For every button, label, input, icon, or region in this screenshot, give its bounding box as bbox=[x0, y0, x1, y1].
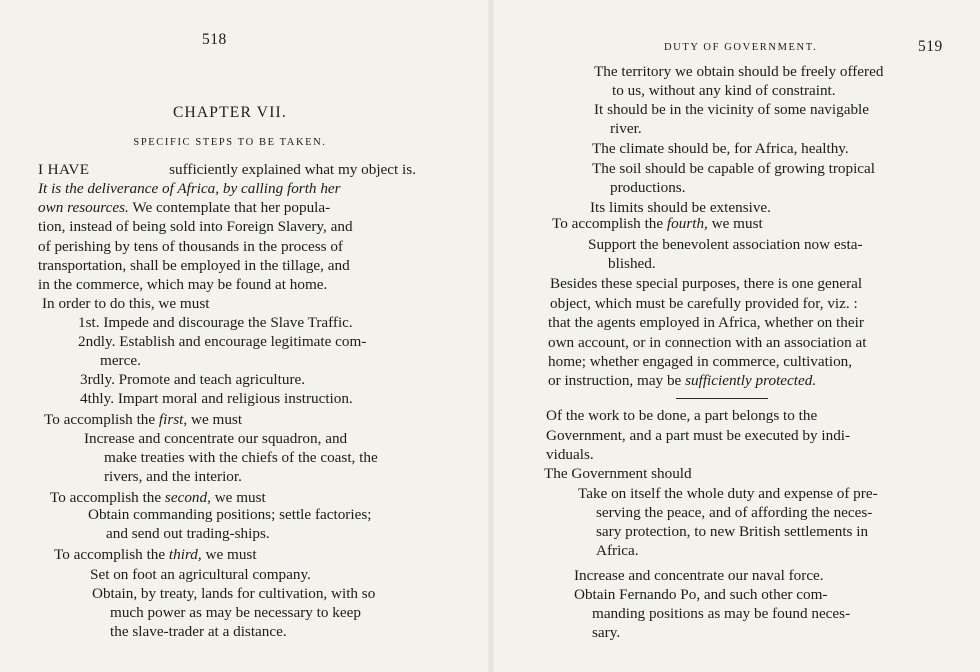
intro-line-2 bbox=[38, 179, 341, 199]
step-2: 2ndly. Establish and encourage legitimate com- bbox=[78, 333, 367, 350]
third-tail: we must bbox=[201, 546, 257, 563]
take-on-line-3: sary protection, to new British settlements in bbox=[596, 523, 869, 540]
left-page bbox=[0, 0, 488, 672]
second-lead: To accomplish the bbox=[50, 489, 165, 506]
vicinity-line-1: It should be in the vicinity of some navigable bbox=[594, 101, 870, 118]
general-line-5: home; whether engaged in commerce, cultivation, bbox=[548, 353, 853, 370]
left-page-number: 518 bbox=[202, 31, 227, 48]
intro-line-3 bbox=[38, 198, 330, 218]
intro-line-5: of perishing by tens of thousands in the process of bbox=[38, 238, 343, 255]
fourth-tail: we must bbox=[707, 215, 763, 232]
first-lead: To accomplish the bbox=[44, 411, 159, 428]
own-resources-italic: own resources. bbox=[38, 199, 129, 216]
in-order-line: In order to do this, we must bbox=[42, 295, 210, 312]
step-3: 3rdly. Promote and teach agriculture. bbox=[80, 371, 306, 388]
right-page bbox=[494, 0, 980, 672]
soil-line-1: The soil should be capable of growing tropical bbox=[592, 160, 876, 177]
intro-line-3-rest: We contemplate that her popula- bbox=[128, 199, 331, 216]
work-line-3: viduals. bbox=[546, 446, 594, 463]
intro-line-6: transportation, shall be employed in the tillage, and bbox=[38, 257, 350, 274]
step-2-cont: merce. bbox=[100, 352, 141, 369]
intro-drop-words: I HAVE bbox=[38, 161, 90, 178]
first-line-2: make treaties with the chiefs of the coast, the bbox=[104, 449, 378, 466]
first-heading bbox=[44, 410, 242, 430]
step-4: 4thly. Impart moral and religious instruction. bbox=[80, 390, 353, 407]
chapter-title: CHAPTER VII. bbox=[172, 104, 287, 121]
second-tail: we must bbox=[210, 489, 266, 506]
intro-line-7: in the commerce, which may be found at home. bbox=[38, 276, 328, 293]
general-line-6-lead: or instruction, may be bbox=[548, 372, 686, 389]
fourth-lead: To accomplish the bbox=[552, 215, 667, 232]
territory-line-1: The territory we obtain should be freely offered bbox=[594, 63, 884, 80]
intro-line-1 bbox=[38, 160, 416, 180]
naval-force-line: Increase and concentrate our naval force. bbox=[574, 567, 824, 584]
sufficiently-protected-italic: sufficiently protected. bbox=[685, 372, 817, 389]
section-title: SPECIFIC STEPS TO BE TAKEN. bbox=[133, 137, 327, 148]
work-line-1: Of the work to be done, a part belongs to the bbox=[546, 407, 818, 424]
fernando-line-2: manding positions as may be found neces- bbox=[592, 605, 851, 622]
take-on-line-2: serving the peace, and of affording the neces- bbox=[596, 504, 873, 521]
second-line-1: Obtain commanding positions; settle factories; bbox=[88, 506, 372, 523]
fernando-line-1: Obtain Fernando Po, and such other com- bbox=[574, 586, 828, 603]
general-line-6 bbox=[548, 371, 816, 391]
intro-line-1-rest: sufficiently explained what my object is. bbox=[169, 161, 416, 178]
take-on-line-4: Africa. bbox=[596, 542, 639, 559]
first-line-3: rivers, and the interior. bbox=[104, 468, 242, 485]
running-head: DUTY OF GOVERNMENT. bbox=[664, 42, 818, 53]
limits-line: Its limits should be extensive. bbox=[590, 199, 771, 216]
general-line-4: own account, or in connection with an association at bbox=[548, 334, 867, 351]
right-page-number: 519 bbox=[918, 38, 943, 55]
step-1: 1st. Impede and discourage the Slave Traffic. bbox=[78, 314, 353, 331]
work-line-2: Government, and a part must be executed by indi- bbox=[546, 427, 851, 444]
intro-line-4: tion, instead of being sold into Foreign Slavery, and bbox=[38, 218, 353, 235]
vicinity-line-2: river. bbox=[610, 120, 642, 137]
third-heading bbox=[54, 545, 257, 565]
third-line-3: much power as may be necessary to keep bbox=[110, 604, 361, 621]
general-line-2: object, which must be carefully provided for, viz. : bbox=[550, 295, 858, 312]
third-ordinal: third, bbox=[168, 546, 202, 563]
soil-line-2: productions. bbox=[610, 179, 686, 196]
general-line-3: that the agents employed in Africa, whether on their bbox=[548, 314, 864, 331]
third-lead: To accomplish the bbox=[54, 546, 169, 563]
fourth-heading bbox=[552, 214, 763, 234]
fourth-line-1: Support the benevolent association now esta- bbox=[588, 236, 863, 253]
take-on-line-1: Take on itself the whole duty and expense of pre- bbox=[578, 485, 878, 502]
fernando-line-3: sary. bbox=[592, 624, 621, 641]
fourth-line-2: blished. bbox=[608, 255, 656, 272]
second-ordinal: second, bbox=[164, 489, 211, 506]
section-divider bbox=[676, 398, 768, 399]
first-ordinal: first, bbox=[158, 411, 188, 428]
third-line-2: Obtain, by treaty, lands for cultivation, with so bbox=[92, 585, 376, 602]
first-tail: we must bbox=[187, 411, 243, 428]
third-line-1: Set on foot an agricultural company. bbox=[90, 566, 311, 583]
general-line-1: Besides these special purposes, there is one general bbox=[550, 275, 863, 292]
fourth-ordinal: fourth, bbox=[666, 215, 708, 232]
first-line-1: Increase and concentrate our squadron, and bbox=[84, 430, 348, 447]
territory-line-2: to us, without any kind of constraint. bbox=[612, 82, 836, 99]
second-line-2: and send out trading-ships. bbox=[106, 525, 270, 542]
climate-line: The climate should be, for Africa, healthy. bbox=[592, 140, 849, 157]
intro-line-2-italic: It is the deliverance of Africa, by calling forth her bbox=[38, 180, 341, 197]
government-should-line: The Government should bbox=[544, 465, 692, 482]
third-line-4: the slave-trader at a distance. bbox=[110, 623, 287, 640]
